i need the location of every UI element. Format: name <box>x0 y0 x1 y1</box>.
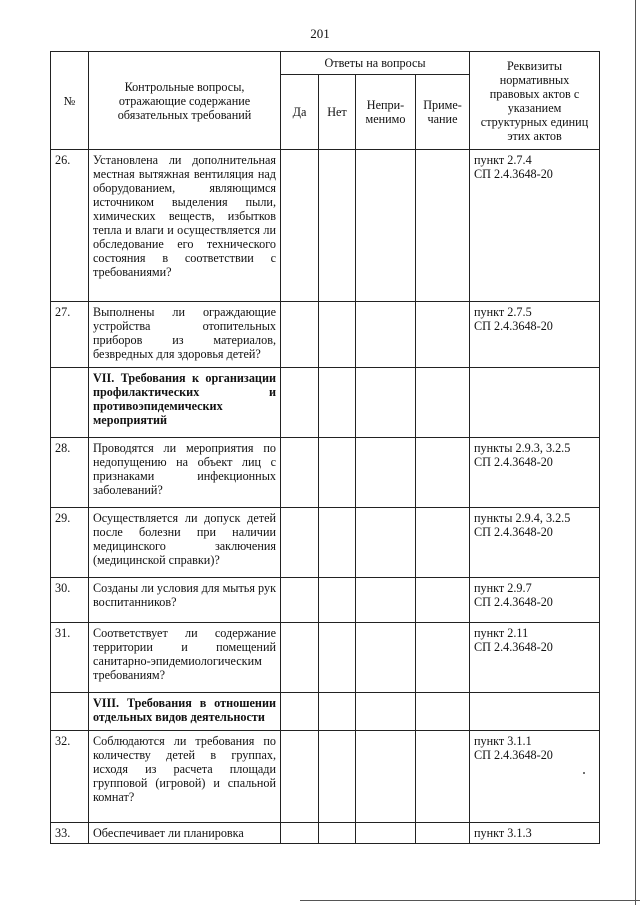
answer-not-applicable-cell <box>356 438 416 508</box>
requisites-cell <box>470 508 600 578</box>
requisite-clause: пункты 2.9.4, 3.2.5 <box>474 511 571 525</box>
answer-yes-cell <box>281 731 319 823</box>
answer-note-cell <box>416 823 470 844</box>
requisite-act: СП 2.4.3648-20 <box>474 640 553 654</box>
page-number: 201 <box>310 26 330 41</box>
row-number: 33. <box>51 823 89 844</box>
answer-no-cell <box>319 302 356 368</box>
answer-note-cell <box>416 368 470 438</box>
table-row <box>51 302 600 368</box>
requisite-clause: пункт 2.7.4 <box>474 153 532 167</box>
question-text: Выполнены ли ограждающие устройства отопительных приборов из материалов, безвредных для здоровья детей? <box>89 302 281 368</box>
answer-note-cell <box>416 731 470 823</box>
row-number: 28. <box>51 438 89 508</box>
requisite-act: СП 2.4.3648-20 <box>474 455 553 469</box>
table-row <box>51 731 600 823</box>
answer-not-applicable-cell <box>356 302 416 368</box>
answer-yes-cell <box>281 623 319 693</box>
answer-yes-cell <box>281 578 319 623</box>
requisites-cell <box>470 731 600 823</box>
answer-note-cell <box>416 623 470 693</box>
requisites-cell <box>470 693 600 731</box>
answer-note-cell <box>416 150 470 302</box>
answer-not-applicable-cell <box>356 623 416 693</box>
scan-edge-line <box>635 0 636 905</box>
answer-no-cell <box>319 693 356 731</box>
answer-yes-cell <box>281 368 319 438</box>
row-number: 31. <box>51 623 89 693</box>
requisite-clause: пункт 2.7.5 <box>474 305 532 319</box>
requisite-act: СП 2.4.3648-20 <box>474 167 553 181</box>
question-text: Установлена ли дополнительная местная вытяжная вентиляция над оборудованием, являющимся источником выделения пыли, химических веществ, избытков тепла и влаги и осуществляется ли обследование его технического состояния в соответствии с требованиями? <box>89 150 281 302</box>
answer-not-applicable-cell <box>356 368 416 438</box>
answer-no-cell <box>319 731 356 823</box>
requisites-cell <box>470 302 600 368</box>
answer-no-cell <box>319 438 356 508</box>
row-number: 32. <box>51 731 89 823</box>
answer-no-cell <box>319 823 356 844</box>
header-note: Приме-чание <box>416 75 470 150</box>
answer-note-cell <box>416 302 470 368</box>
requisite-act: СП 2.4.3648-20 <box>474 595 553 609</box>
answer-not-applicable-cell <box>356 508 416 578</box>
requisite-act: СП 2.4.3648-20 <box>474 525 553 539</box>
requisite-clause: пункт 3.1.3 <box>474 826 532 840</box>
answer-yes-cell <box>281 302 319 368</box>
table-row <box>51 438 600 508</box>
section-title: VII. Требования к организации профилактических и противоэпидемических мероприятий <box>89 368 281 438</box>
answer-no-cell <box>319 368 356 438</box>
header-yes: Да <box>281 75 319 150</box>
answer-note-cell <box>416 438 470 508</box>
scan-bottom-line <box>300 900 640 901</box>
answer-not-applicable-cell <box>356 731 416 823</box>
row-number: 30. <box>51 578 89 623</box>
answer-yes-cell <box>281 438 319 508</box>
question-text: Соблюдаются ли требования по количеству детей в группах, исходя из расчета площади групповой (игровой) и спальной комнат? <box>89 731 281 823</box>
answer-not-applicable-cell <box>356 693 416 731</box>
question-text: Проводятся ли мероприятия по недопущению на объект лиц с признаками инфекционных заболеваний? <box>89 438 281 508</box>
scan-speck <box>583 772 585 774</box>
answer-note-cell <box>416 508 470 578</box>
header-not-applicable: Непри-менимо <box>356 75 416 150</box>
row-number: 27. <box>51 302 89 368</box>
answer-yes-cell <box>281 150 319 302</box>
answer-yes-cell <box>281 508 319 578</box>
requisites-cell <box>470 623 600 693</box>
requisites-cell <box>470 438 600 508</box>
question-text: Обеспечивает ли планировка <box>89 823 281 844</box>
row-number <box>51 693 89 731</box>
header-requisites: Реквизиты нормативных правовых актов с указанием структурных единиц этих актов <box>470 52 600 150</box>
answer-yes-cell <box>281 693 319 731</box>
question-text: Соответствует ли содержание территории и помещений санитарно-эпидемиологическим требованиям? <box>89 623 281 693</box>
answer-not-applicable-cell <box>356 578 416 623</box>
row-number: 29. <box>51 508 89 578</box>
table-row <box>51 823 600 844</box>
requisite-clause: пункты 2.9.3, 3.2.5 <box>474 441 571 455</box>
requisites-cell <box>470 578 600 623</box>
section-row <box>51 368 600 438</box>
requisite-act: СП 2.4.3648-20 <box>474 319 553 333</box>
answer-no-cell <box>319 508 356 578</box>
table-row <box>51 508 600 578</box>
section-title: VIII. Требования в отношении отдельных видов деятельности <box>89 693 281 731</box>
answer-no-cell <box>319 623 356 693</box>
row-number <box>51 368 89 438</box>
requisite-clause: пункт 2.11 <box>474 626 529 640</box>
answer-not-applicable-cell <box>356 823 416 844</box>
answer-note-cell <box>416 578 470 623</box>
requisites-cell <box>470 368 600 438</box>
requisites-cell <box>470 823 600 844</box>
answer-note-cell <box>416 693 470 731</box>
answer-yes-cell <box>281 823 319 844</box>
header-num: № <box>51 52 89 150</box>
question-text: Созданы ли условия для мытья рук воспитанников? <box>89 578 281 623</box>
answer-not-applicable-cell <box>356 150 416 302</box>
row-number: 26. <box>51 150 89 302</box>
question-text: Осуществляется ли допуск детей после болезни при наличии медицинского заключения (медицинской справки)? <box>89 508 281 578</box>
requisite-clause: пункт 3.1.1 <box>474 734 532 748</box>
requisites-cell <box>470 150 600 302</box>
answer-no-cell <box>319 150 356 302</box>
header-no: Нет <box>319 75 356 150</box>
requisite-act: СП 2.4.3648-20 <box>474 748 553 762</box>
header-answers: Ответы на вопросы <box>281 52 470 75</box>
header-question: Контрольные вопросы, отражающие содержание обязательных требований <box>89 52 281 150</box>
table-row <box>51 150 600 302</box>
checklist-table <box>50 51 600 844</box>
table-row <box>51 623 600 693</box>
answer-no-cell <box>319 578 356 623</box>
requisite-clause: пункт 2.9.7 <box>474 581 532 595</box>
table-row <box>51 578 600 623</box>
section-row <box>51 693 600 731</box>
